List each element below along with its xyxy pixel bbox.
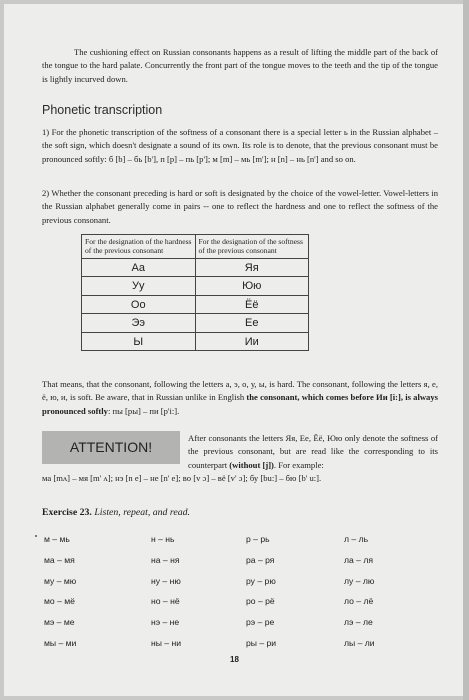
syllable-pair: ло – лё [344, 596, 374, 607]
rule-paragraph-1: 1) For the phonetic transcription of the softness of a consonant there is a special letter ь in the Russian alphabet – the soft sign, which doesn't designate a sound of its own. Its role is to denote, that the previous consonant must be pronounced softly: б [b] – бь [b'], п [p] – пь [p']; м [m] – мь [m']; н [n] – нь [n'] and so on. [42, 127, 438, 164]
hard-vowel: Оо [82, 295, 196, 314]
syllable-pair: ла – ля [344, 554, 374, 565]
syllable-column-l [344, 529, 375, 654]
syllable-pair: ра – ря [246, 554, 275, 565]
syllable-pair: ма – мя [44, 554, 75, 565]
page-number: 18 [230, 655, 239, 664]
soft-vowel: Яя [195, 258, 309, 277]
syllable-pair: р – рь [246, 534, 270, 544]
syllable-pair: му – мю [44, 575, 77, 586]
example-line: ма [mʌ] – мя [m' ʌ]; нэ [n e] – не [n' e]; во [v ɔ] – вё [v' ɔ]; бу [bu:] – бю [b' u:]. [42, 473, 322, 483]
syllable-pair: н – нь [151, 534, 175, 544]
vowel-pairs-table [81, 234, 309, 351]
syllable-pair: ры – ри [246, 637, 277, 648]
soft-vowel: Ёё [195, 295, 309, 314]
exercise-heading [42, 507, 190, 518]
syllable-pair: на – ня [151, 554, 180, 565]
hard-vowel: Аа [82, 258, 196, 277]
explanation-example: : пы [pы] – пи [p'i:]. [107, 405, 180, 416]
syllable-pair: ны – ни [151, 637, 182, 648]
syllable-column-m [44, 529, 76, 654]
scan-edge [463, 0, 469, 700]
exercise-instruction: Listen, repeat, and read. [94, 507, 190, 518]
header-hard: For the designation of the hardness of the previous consonant [82, 235, 196, 259]
attention-text-bold: (without [j]) [229, 459, 274, 470]
attention-text-part: After consonants the letters Яя, Ее, Ёё, Юю only denote the softness of the previous consonant, but are read like the corresponding to its counterpart [188, 433, 438, 470]
section-heading: Phonetic transcription [42, 103, 163, 117]
syllable-column-r [246, 529, 276, 654]
soft-vowel: Юю [195, 277, 309, 296]
syllable-pair: но – нё [151, 596, 180, 607]
syllable-pair: лы – ли [344, 637, 375, 648]
syllable-pair: л – ль [344, 534, 369, 544]
soft-vowel: Ее [195, 314, 309, 333]
syllable-pair: лу – лю [344, 575, 375, 586]
hard-vowel: Ээ [82, 314, 196, 333]
syllable-column-n [151, 529, 181, 654]
syllable-pair: ну – ню [151, 575, 181, 586]
attention-text [188, 432, 438, 472]
syllable-pair: рэ – ре [246, 617, 275, 628]
attention-text-part: . For example: [273, 459, 324, 470]
syllable-pair: мэ – ме [44, 617, 75, 628]
soft-vowel: Ии [195, 332, 309, 351]
bullet-mark [35, 535, 37, 537]
syllable-pair: лэ – ле [344, 617, 373, 628]
syllable-pair: м – мь [44, 534, 70, 544]
page [4, 4, 465, 696]
hard-vowel: Ы [82, 332, 196, 351]
syllable-pair: нэ – не [151, 617, 180, 628]
attention-label: ATTENTION! [42, 431, 180, 464]
hard-vowel: Уу [82, 277, 196, 296]
explanation-paragraph [42, 378, 438, 418]
rule-paragraph-2: 2) Whether the consonant preceding is hard or soft is designated by the choice of the vowel-letter. Vowel-letters in the Russian alphabet generally come in pairs -- one to reflect the hardness and one to reflect the softness of the previous consonant. [42, 188, 438, 225]
header-soft: For the designation of the softness of the previous consonant [195, 235, 309, 259]
intro-paragraph: The cushioning effect on Russian consonants happens as a result of lifting the middle part of the back of the tongue to the hard palate. Concurrently the front part of the tongue moves to the teeth and the tip of the tongue is lightly incurved down. [42, 47, 438, 84]
syllable-pair: мо – мё [44, 596, 75, 607]
syllable-pair: ро – рё [246, 596, 275, 607]
syllable-pair: мы – ми [44, 637, 77, 648]
explanation-bold: the consonant, which comes before Ии [i:], is always pronounced softly [42, 392, 438, 416]
syllable-pair: ру – рю [246, 575, 276, 586]
explanation-text: That means, that the consonant, following the letters а, э, о, у, ы, is hard. The consonant, following the letters я, е, ё, ю, и, is soft. Be aware, that in Russian unlike in English [42, 379, 438, 403]
exercise-label: Exercise 23. [42, 507, 92, 518]
